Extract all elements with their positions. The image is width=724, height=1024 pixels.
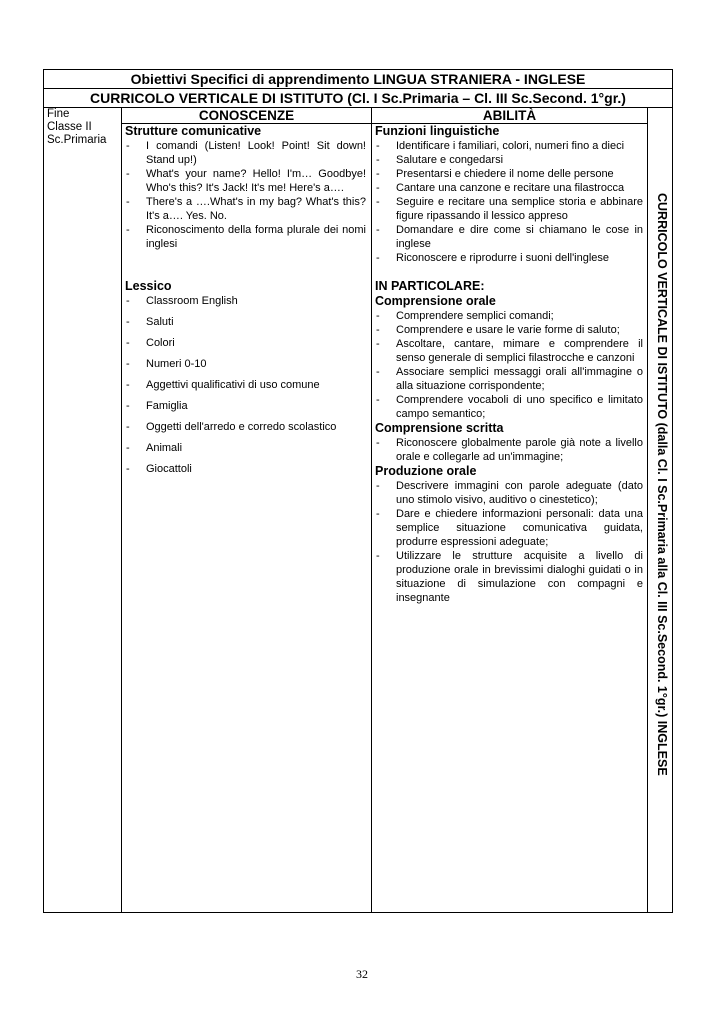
list-item: - Aggettivi qualificativi di uso comune bbox=[125, 378, 366, 392]
list-item: - Animali bbox=[125, 441, 366, 455]
side-label: CURRICOLO VERTICALE DI ISTITUTO (dalla Cl. I Sc.Primaria alla Cl. III Sc.Second. 1°gr.) INGLESE bbox=[655, 193, 669, 776]
list-item: - Famiglia bbox=[125, 399, 366, 413]
list-item: - Descrivere immagini con parole adeguate (dato uno stimolo visivo, auditivo o cinestetico); bbox=[375, 479, 643, 507]
list-item: - Cantare una canzone e recitare una filastrocca bbox=[375, 181, 643, 195]
abilita-heading: ABILITÀ bbox=[372, 108, 647, 124]
list-item: - I comandi (Listen! Look! Point! Sit down! Stand up!) bbox=[125, 139, 366, 167]
abilita-column bbox=[375, 124, 643, 605]
list-item: - Identificare i familiari, colori, numeri fino a dieci bbox=[375, 139, 643, 153]
list-item: - Saluti bbox=[125, 315, 366, 329]
list-item: - Utilizzare le strutture acquisite a livello di produzione orale in brevissimi dialoghi guidati o in situazione di simulazione con compagni e insegnante bbox=[375, 549, 643, 605]
funzioni-title: Funzioni linguistiche bbox=[375, 124, 500, 138]
list-item: - Ascoltare, cantare, mimare e comprendere il senso generale di semplici filastrocche e canzoni bbox=[375, 337, 643, 365]
list-item: - Comprendere e usare le varie forme di saluto; bbox=[375, 323, 643, 337]
fine-classe-cell bbox=[47, 108, 119, 147]
comprensione-scritta-title: Comprensione scritta bbox=[375, 421, 504, 435]
table-title: Obiettivi Specifici di apprendimento LINGUA STRANIERA - INGLESE bbox=[44, 70, 672, 89]
comprensione-orale-list bbox=[375, 309, 643, 421]
list-item: - Riconoscere globalmente parole già note a livello orale e collegarle ad un'immagine; bbox=[375, 436, 643, 464]
produzione-orale-list bbox=[375, 479, 643, 605]
list-item: - There's a ….What's in my bag? What's this? It's a…. Yes. No. bbox=[125, 195, 366, 223]
column-divider bbox=[647, 108, 648, 912]
list-item: - Classroom English bbox=[125, 294, 366, 308]
page-number: 32 bbox=[356, 967, 368, 981]
list-item: - Associare semplici messaggi orali all'immagine o alla situazione corrispondente; bbox=[375, 365, 643, 393]
conoscenze-column bbox=[125, 124, 366, 483]
list-item: - Dare e chiedere informazioni personali: data una semplice situazione comunicativa guidata, produrre espressioni adeguate; bbox=[375, 507, 643, 549]
lessico-list bbox=[125, 294, 366, 476]
list-item: - Riconoscimento della forma plurale dei nomi inglesi bbox=[125, 223, 366, 251]
funzioni-list bbox=[375, 139, 643, 265]
particolare-title: IN PARTICOLARE: bbox=[375, 279, 485, 293]
classe-label: Classe II bbox=[47, 121, 92, 133]
column-divider bbox=[371, 108, 372, 912]
conoscenze-heading: CONOSCENZE bbox=[122, 108, 371, 124]
column-divider bbox=[121, 108, 122, 912]
list-item: - Domandare e dire come si chiamano le cose in inglese bbox=[375, 223, 643, 251]
strutture-title: Strutture comunicative bbox=[125, 124, 262, 138]
list-item: - Riconoscere e riprodurre i suoni dell'inglese bbox=[375, 251, 643, 265]
curriculum-table bbox=[43, 69, 673, 913]
list-item: - Seguire e recitare una semplice storia e abbinare figure ripassando il lessico appreso bbox=[375, 195, 643, 223]
scuola-label: Sc.Primaria bbox=[47, 134, 107, 146]
table-subtitle: CURRICOLO VERTICALE DI ISTITUTO (Cl. I Sc.Primaria – Cl. III Sc.Second. 1°gr.) bbox=[44, 89, 672, 108]
list-item: - Giocattoli bbox=[125, 462, 366, 476]
list-item: - Oggetti dell'arredo e corredo scolastico bbox=[125, 420, 366, 434]
list-item: - Salutare e congedarsi bbox=[375, 153, 643, 167]
side-label-cell bbox=[652, 193, 672, 923]
list-item: - Comprendere semplici comandi; bbox=[375, 309, 643, 323]
list-item: - Presentarsi e chiedere il nome delle persone bbox=[375, 167, 643, 181]
fine-label: Fine bbox=[47, 108, 70, 120]
comprensione-orale-title: Comprensione orale bbox=[375, 294, 496, 308]
list-item: - Numeri 0-10 bbox=[125, 357, 366, 371]
lessico-title: Lessico bbox=[125, 279, 172, 293]
comprensione-scritta-list bbox=[375, 436, 643, 464]
list-item: - What's your name? Hello! I'm… Goodbye! Who's this? It's Jack! It's me! Here's a…. bbox=[125, 167, 366, 195]
strutture-list bbox=[125, 139, 366, 251]
list-item: - Colori bbox=[125, 336, 366, 350]
list-item: - Comprendere vocaboli di uno specifico e limitato campo semantico; bbox=[375, 393, 643, 421]
produzione-orale-title: Produzione orale bbox=[375, 464, 477, 478]
